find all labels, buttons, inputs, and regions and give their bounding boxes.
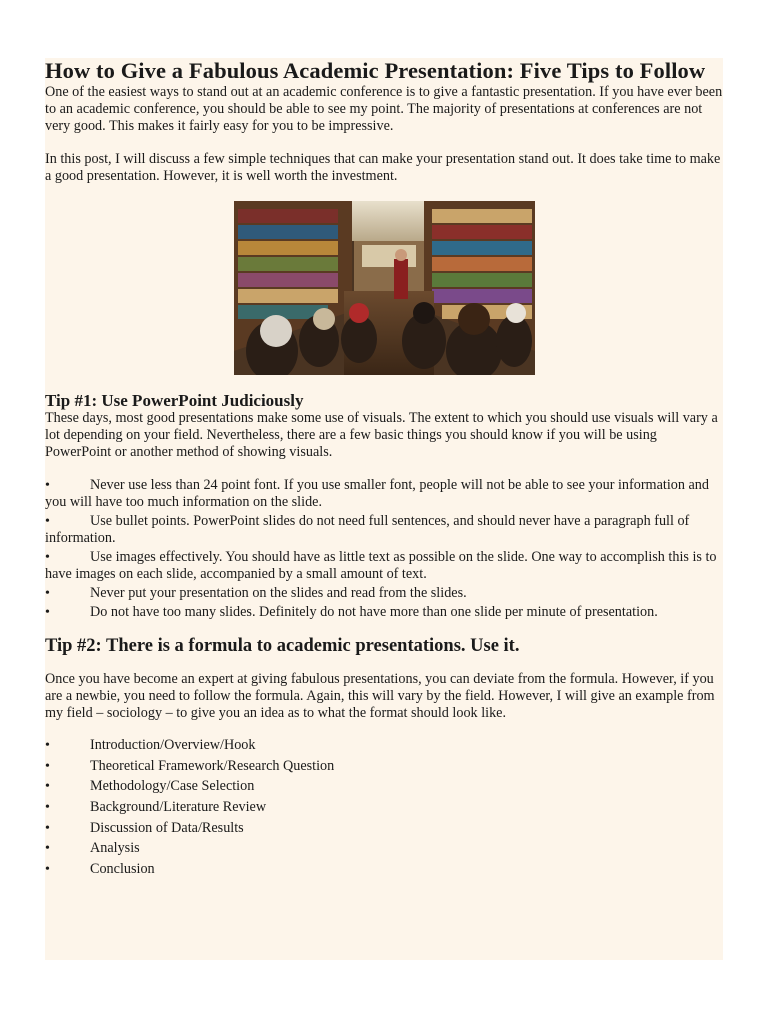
bullet-icon: • — [45, 738, 50, 753]
bullet-icon: • — [45, 605, 50, 620]
document-page — [45, 58, 723, 960]
tip-1-paragraph: These days, most good presentations make some use of visuals. The extent to which you should use visuals will vary a lot depending on your field. Nevertheless, there are a few basic things you should know if you will be using PowerPoint or another method of showing visuals. — [45, 410, 718, 460]
tip-2-heading: Tip #2: There is a formula to academic presentations. Use it. — [45, 636, 520, 656]
list-item: • Theoretical Framework/Research Question — [45, 757, 335, 774]
bullet-icon: • — [45, 514, 50, 529]
list-item: • Do not have too many slides. Definitely do not have more than one slide per minute of presentation. — [45, 604, 658, 620]
bullet-icon: • — [45, 478, 50, 493]
tip-2-bullet-list — [45, 737, 723, 878]
intro-paragraph-1: One of the easiest ways to stand out at an academic conference is to give a fantastic presentation. If you have ever been to an academic conference, you should be able to see my point. The majority of presentations at conferences are not very good. This makes it fairly easy for you to be impressive. — [45, 84, 723, 134]
intro-paragraph-2: In this post, I will discuss a few simple techniques that can make your presentation stand out. It does take time to make a good presentation. However, it is well worth the investment. — [45, 151, 721, 184]
tip-2-paragraph: Once you have become an expert at giving fabulous presentations, you can deviate from the formula. However, if you are a newbie, you need to follow the formula. Again, this will vary by the field. However, I will give an example from my field – sociology – to give you an idea as to what the format should look like. — [45, 671, 715, 721]
bullet-icon: • — [45, 550, 50, 565]
bookstore-presentation-photo — [234, 201, 535, 375]
list-item: • Methodology/Case Selection — [45, 778, 255, 795]
list-item: • Use images effectively. You should have as little text as possible on the slide. One way to accomplish this is to have images on each slide, accompanied by a small amount of text. — [45, 549, 717, 582]
bullet-icon: • — [45, 820, 50, 836]
list-item: • Conclusion — [45, 861, 155, 878]
list-item: • Background/Literature Review — [45, 799, 267, 816]
tip-1-heading: Tip #1: Use PowerPoint Judiciously — [45, 391, 304, 410]
list-item: • Use bullet points. PowerPoint slides do not need full sentences, and should never have a paragraph full of information. — [45, 513, 690, 546]
bullet-icon: • — [45, 800, 50, 816]
tip-1-bullet-list — [45, 477, 723, 621]
list-item: • Introduction/Overview/Hook — [45, 737, 256, 753]
article-title: How to Give a Fabulous Academic Presentation: Five Tips to Follow — [45, 58, 706, 83]
bullet-icon: • — [45, 862, 50, 878]
list-item: • Analysis — [45, 840, 140, 857]
list-item: • Never use less than 24 point font. If you use smaller font, people will not be able to see your information and you will have too much information on the slide. — [45, 477, 709, 510]
article-content — [45, 58, 723, 882]
bullet-icon: • — [45, 586, 50, 601]
list-item: • Never put your presentation on the slides and read from the slides. — [45, 585, 467, 601]
bullet-icon: • — [45, 841, 50, 857]
bullet-icon: • — [45, 779, 50, 795]
list-item: • Discussion of Data/Results — [45, 819, 244, 836]
bullet-icon: • — [45, 758, 50, 774]
